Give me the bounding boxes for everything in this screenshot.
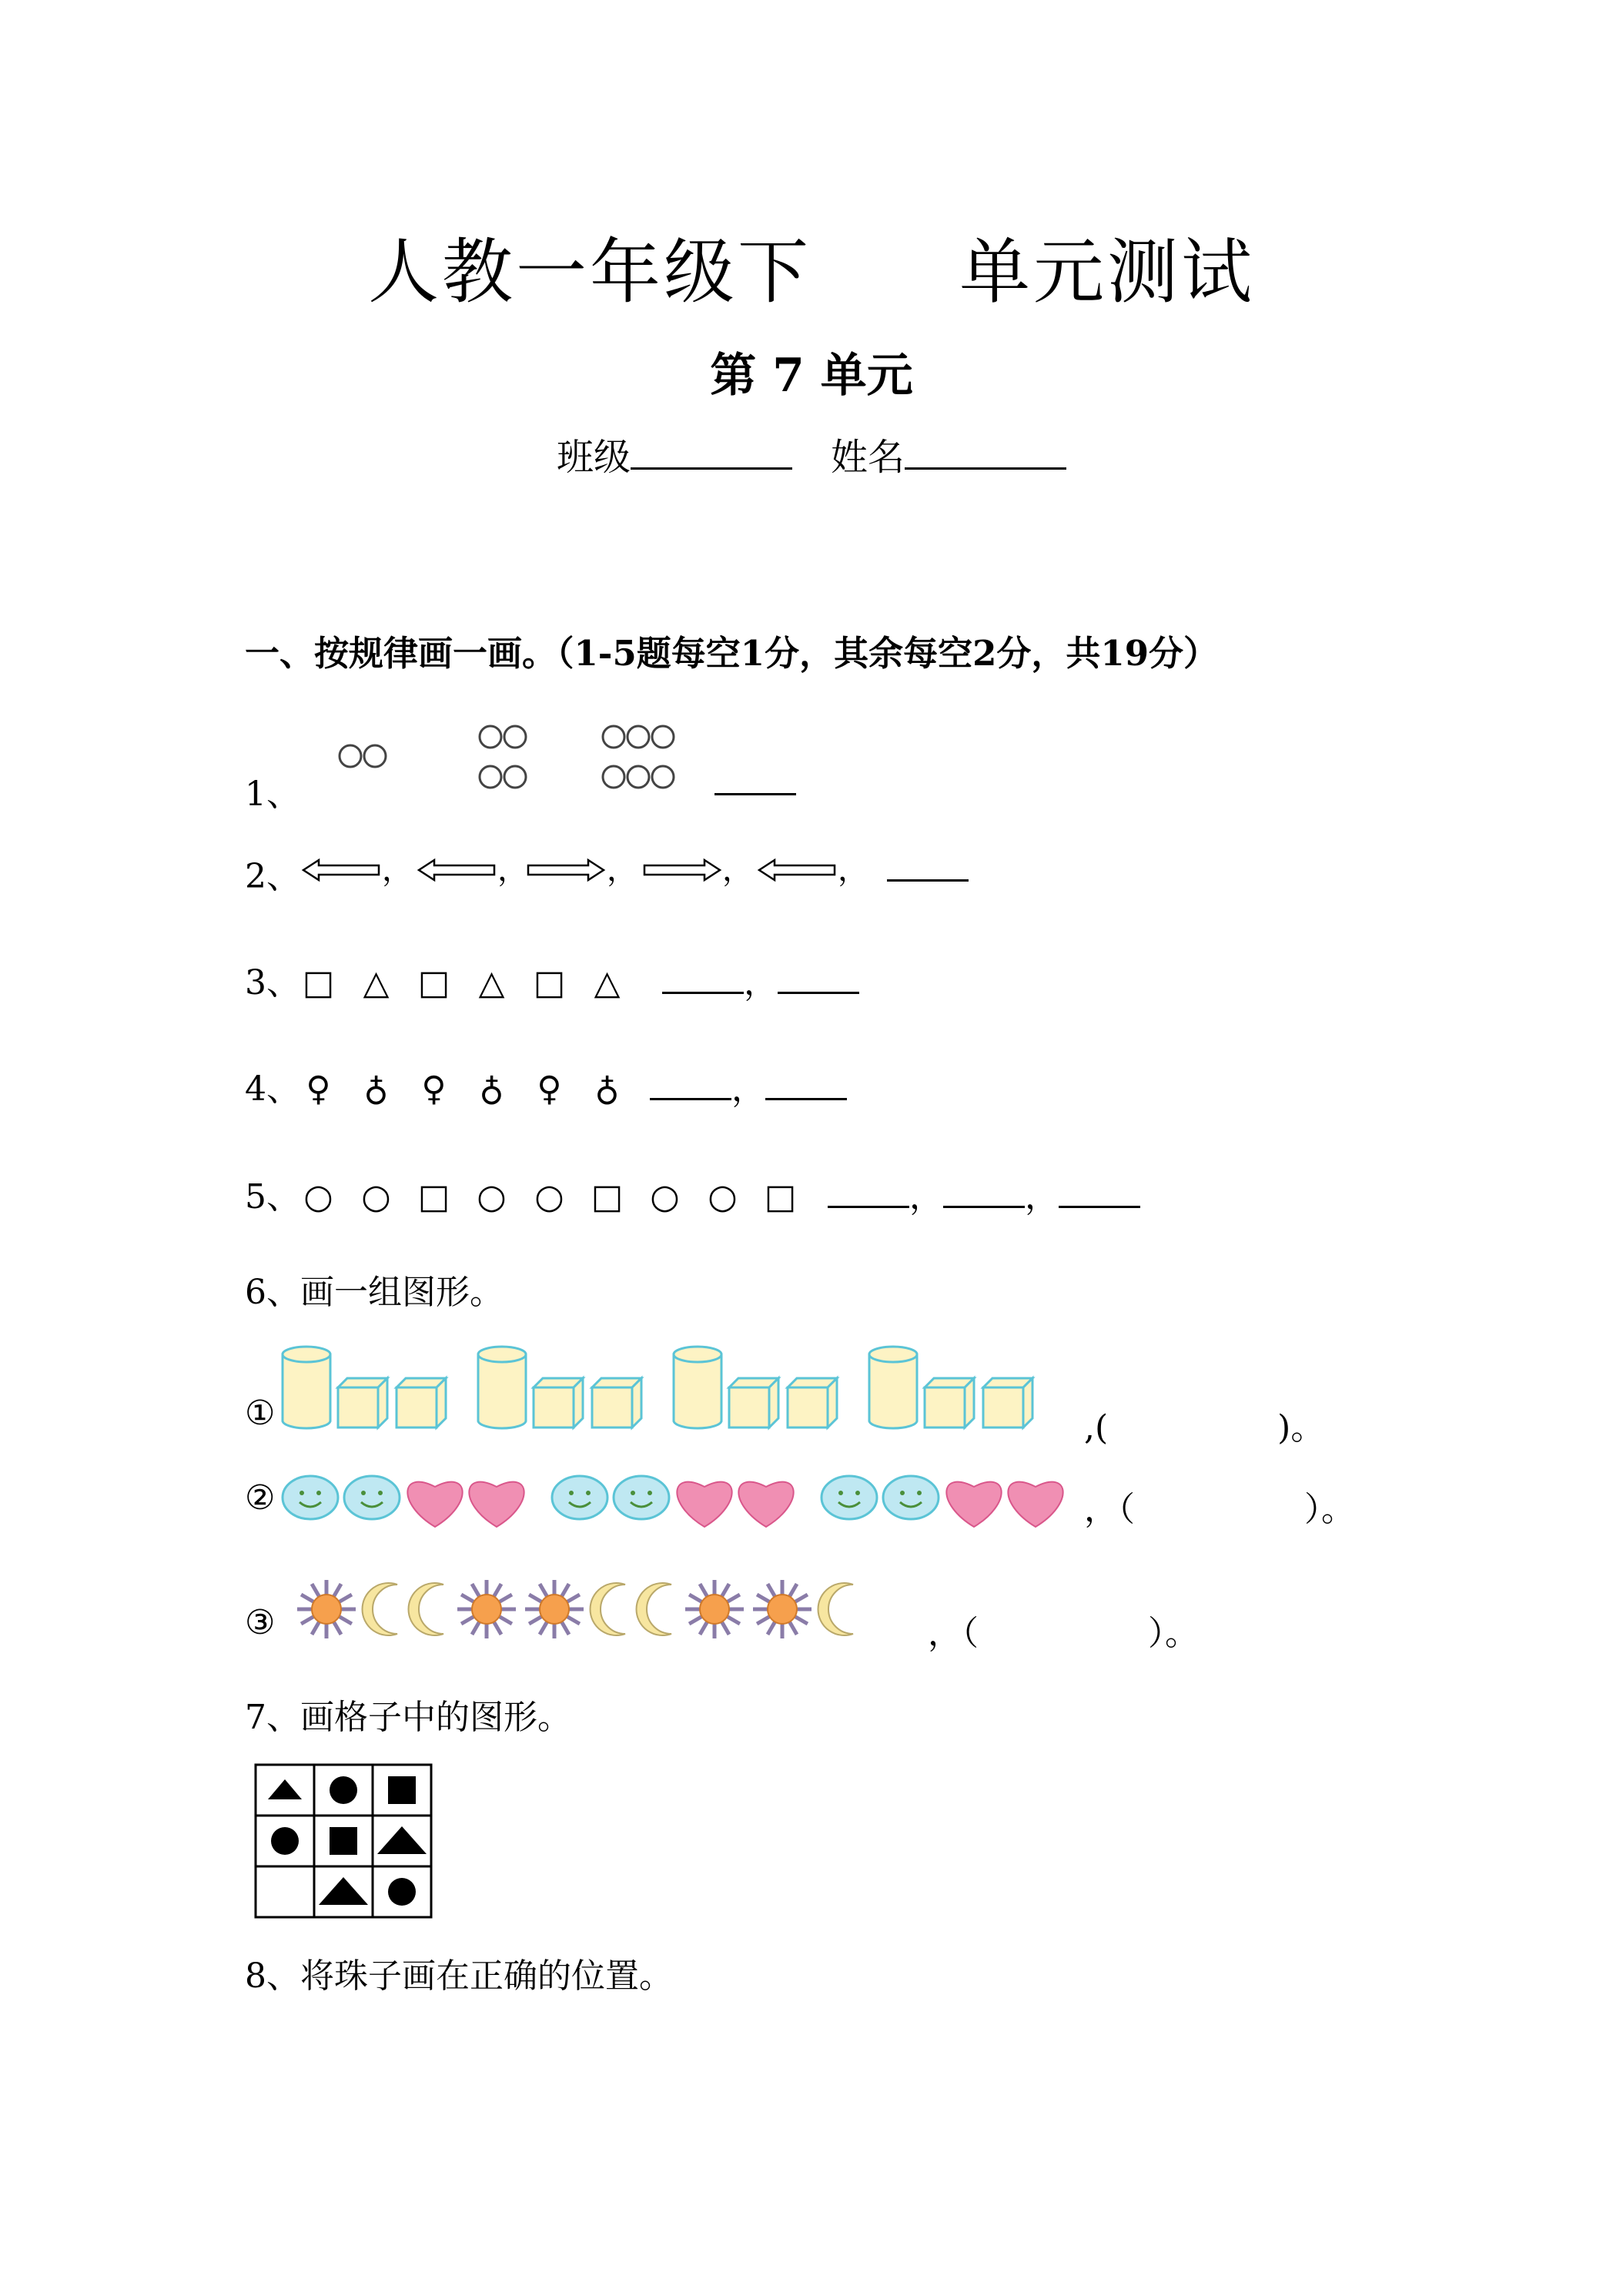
sun-icon: [525, 1580, 584, 1638]
moon-icon: [637, 1583, 671, 1635]
class-blank[interactable]: [631, 433, 792, 470]
earth-symbol: ♁: [363, 1069, 389, 1109]
unit-subtitle: 第 7 单元: [710, 349, 913, 403]
shape-grid: [254, 1763, 436, 1922]
heart-icon: [946, 1482, 1001, 1527]
question-7: 7、画格子中的图形。: [245, 1698, 571, 1737]
earth-symbol: ♁: [479, 1069, 504, 1109]
cylinder-icon: [283, 1347, 330, 1428]
circle-symbol: ○: [708, 1177, 738, 1217]
square-symbol: □: [533, 963, 566, 1002]
question-1: 1、: [245, 775, 300, 814]
triangle-symbol: △: [594, 963, 621, 1002]
q6-row-3: [293, 1575, 939, 1644]
cube-icon: [397, 1378, 446, 1427]
q4-answer-blank[interactable]: [650, 1075, 731, 1100]
female-symbol: ♀: [306, 1069, 331, 1109]
section-heading: 一、按规律画一画。（1-5题每空1分，其余每空2分，共19分）: [245, 633, 1219, 674]
q6-answer-1[interactable]: ,( )。: [1084, 1408, 1325, 1448]
q6-row-1: [281, 1344, 1089, 1432]
moon-icon: [409, 1583, 443, 1635]
square-symbol: □: [417, 963, 450, 1002]
sun-icon: [753, 1580, 812, 1638]
sun-icon: [457, 1580, 516, 1638]
left-arrow-icon: [759, 860, 835, 880]
circle-icon: [330, 1776, 357, 1804]
sun-icon: [685, 1580, 744, 1638]
question-2: 2、: [245, 857, 300, 896]
left-arrow-icon: [303, 860, 379, 880]
smiley-icon: [883, 1476, 939, 1519]
q5-answer-blank[interactable]: [828, 1183, 909, 1208]
heart-icon: [469, 1482, 524, 1527]
q6-marker-3: ③: [245, 1603, 276, 1642]
q3-answer-blank[interactable]: [662, 969, 744, 994]
circle-symbol: ○: [303, 1177, 333, 1217]
square-icon: [330, 1827, 357, 1855]
q5-answer-blank[interactable]: [1059, 1183, 1140, 1208]
circle-symbol: ○: [650, 1177, 680, 1217]
cube-icon: [925, 1378, 974, 1427]
heart-icon: [738, 1482, 793, 1527]
student-info-row: [0, 427, 1623, 480]
moon-icon: [591, 1583, 625, 1635]
q2-answer-blank[interactable]: [887, 856, 969, 882]
circle-symbol: ○: [477, 1177, 507, 1217]
right-arrow-icon: [528, 860, 604, 880]
question-8: 8、将珠子画在正确的位置。: [245, 1956, 673, 1996]
circle-symbol: ○: [534, 1177, 564, 1217]
female-symbol: ♀: [537, 1069, 562, 1109]
q4-sep: ，: [731, 1069, 765, 1109]
cube-icon: [729, 1378, 778, 1427]
heart-icon: [677, 1482, 731, 1527]
female-symbol: ♀: [421, 1069, 447, 1109]
q6-answer-3[interactable]: ，（ ）。: [928, 1614, 1199, 1653]
square-icon: [388, 1776, 416, 1804]
heart-icon: [407, 1482, 462, 1527]
cylinder-icon: [869, 1347, 917, 1428]
question-4: 4、 ♀ ♁ ♀ ♁ ♀ ♁ ，: [245, 1061, 847, 1110]
cube-icon: [338, 1378, 387, 1427]
q5-answer-blank[interactable]: [943, 1183, 1025, 1208]
q6-answer-2[interactable]: ，（ ）。: [1084, 1490, 1355, 1529]
square-symbol: □: [591, 1177, 624, 1217]
q2-sep: ，: [838, 852, 868, 888]
question-6: 6、画一组图形。: [245, 1273, 504, 1312]
earth-symbol: ♁: [594, 1069, 620, 1109]
q2-sep: ，: [722, 852, 753, 888]
q2-sep: ，: [497, 852, 528, 888]
moon-icon: [363, 1583, 397, 1635]
q5-sep: ，: [909, 1177, 943, 1217]
circle-icon: [388, 1878, 416, 1906]
square-symbol: □: [302, 963, 335, 1002]
q3-sep: ，: [744, 963, 778, 1002]
q2-sep: ，: [607, 852, 637, 888]
smiley-icon: [822, 1476, 877, 1519]
q1-answer-blank[interactable]: [714, 770, 796, 795]
left-arrow-icon: [419, 860, 494, 880]
circle-symbol: ○: [361, 1177, 391, 1217]
cube-icon: [788, 1378, 837, 1427]
q2-arrows: [302, 851, 902, 889]
name-blank[interactable]: [905, 433, 1066, 470]
q6-marker-2: ②: [245, 1478, 276, 1518]
moon-icon: [818, 1583, 853, 1635]
q4-answer-blank[interactable]: [765, 1075, 847, 1100]
triangle-symbol: △: [478, 963, 505, 1002]
triangle-symbol: △: [363, 963, 390, 1002]
cube-icon: [983, 1378, 1032, 1427]
name-label: 姓名: [831, 436, 905, 479]
cylinder-icon: [674, 1347, 721, 1428]
question-3: 3、□ △ □ △ □ △ ，: [245, 955, 859, 1004]
page-title: 人教一年级下 单元测试: [367, 231, 1255, 313]
right-arrow-icon: [644, 860, 720, 880]
q6-marker-1: ①: [245, 1394, 276, 1433]
q5-sep: ，: [1025, 1177, 1059, 1217]
cube-icon: [534, 1378, 583, 1427]
heart-icon: [1008, 1482, 1062, 1527]
cube-icon: [592, 1378, 641, 1427]
square-symbol: □: [764, 1177, 797, 1217]
question-5: 5、○ ○ □ ○ ○ □ ○ ○ □ ， ，: [245, 1169, 1140, 1218]
class-label: 班级: [556, 436, 631, 479]
smiley-icon: [283, 1476, 338, 1519]
q2-sep: ，: [382, 852, 413, 888]
sun-icon: [297, 1580, 356, 1638]
circle-icon: [271, 1827, 299, 1855]
q6-row-2: [281, 1467, 1089, 1528]
smiley-icon: [344, 1476, 400, 1519]
square-symbol: □: [417, 1177, 450, 1217]
cylinder-icon: [478, 1347, 526, 1428]
q3-answer-blank[interactable]: [778, 969, 859, 994]
smiley-icon: [614, 1476, 669, 1519]
smiley-icon: [552, 1476, 607, 1519]
